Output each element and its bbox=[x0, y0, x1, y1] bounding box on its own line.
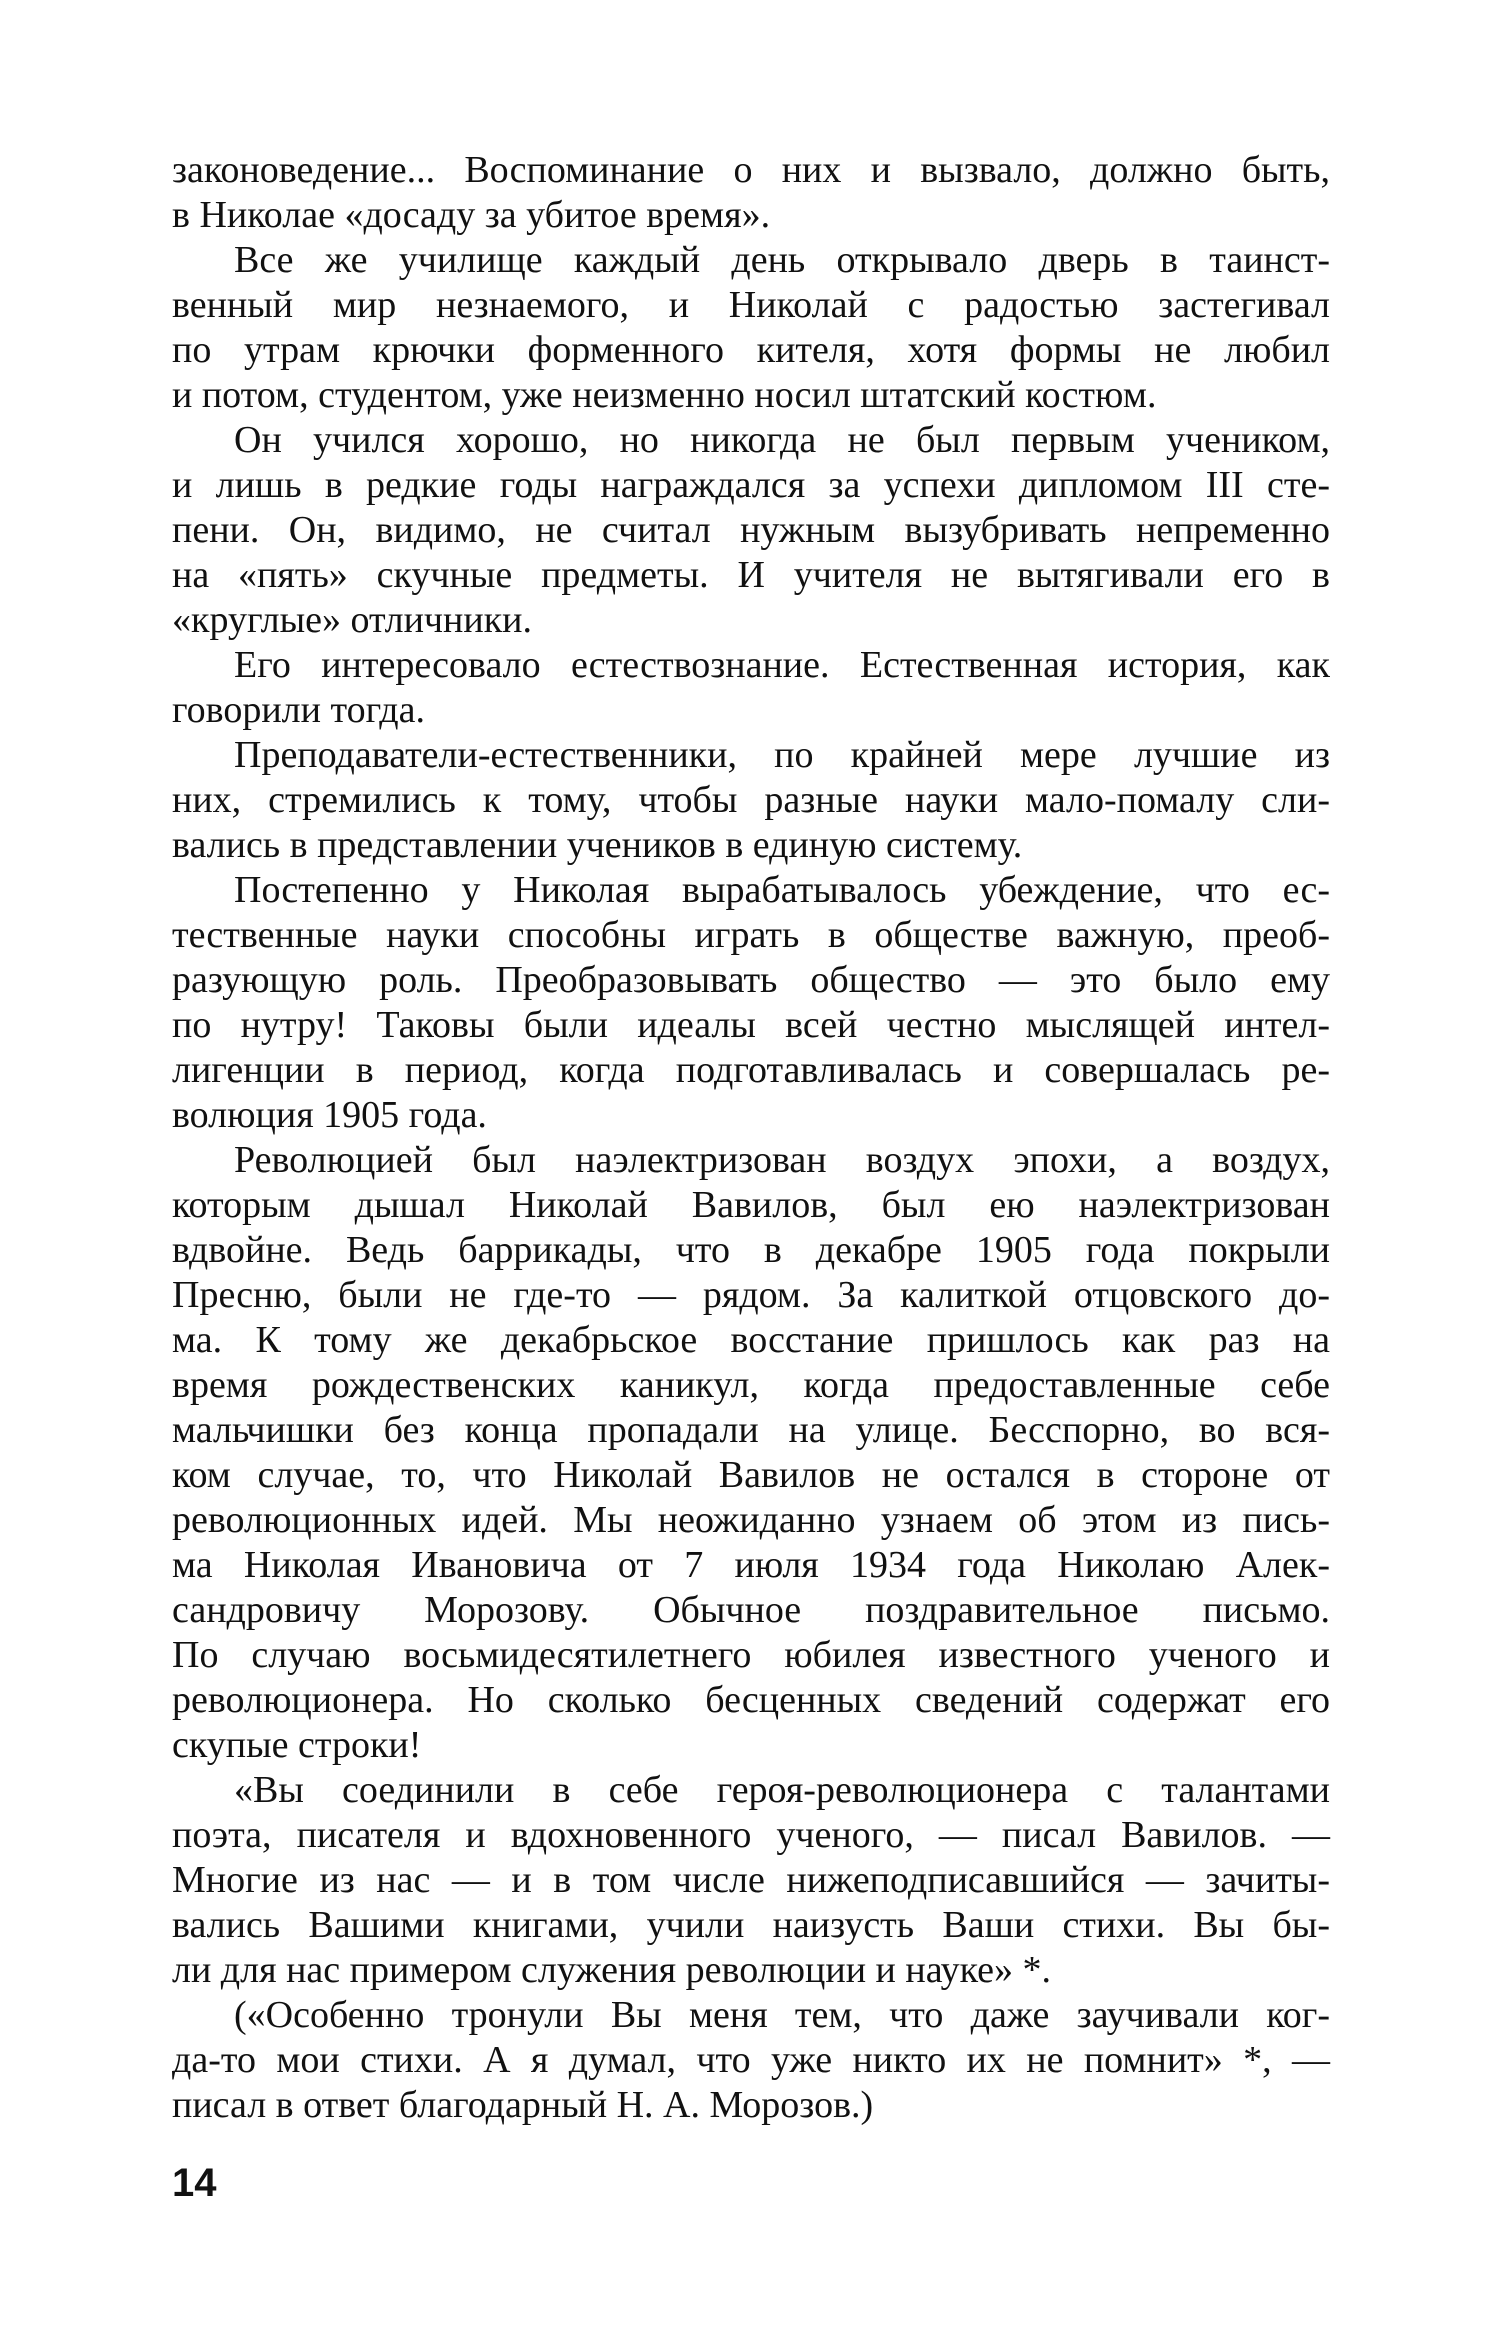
text-line: революционера. Но сколько бесценных сведений содержат его bbox=[172, 1679, 1330, 1721]
text-line: ли для нас примером служения революции и науке» *. bbox=[172, 1949, 1052, 1991]
text-line: ма. К тому же декабрьское восстание пришлось как раз на bbox=[172, 1319, 1330, 1361]
page-number: 14 bbox=[172, 2161, 217, 2205]
text-line: Преподаватели-естественники, по крайней мере лучшие из bbox=[234, 734, 1330, 776]
text-line: Постепенно у Николая вырабатывалось убеждение, что ес- bbox=[234, 869, 1330, 911]
body-text bbox=[172, 148, 1330, 2128]
text-line: Революцией был наэлектризован воздух эпохи, а воздух, bbox=[234, 1139, 1330, 1181]
text-line: Его интересовало естествознание. Естественная история, как bbox=[234, 644, 1330, 686]
text-line: Он учился хорошо, но никогда не был первым учеником, bbox=[234, 419, 1330, 461]
text-line: тественные науки способны играть в обществе важную, преоб- bbox=[172, 914, 1330, 956]
text-line: мальчишки без конца пропадали на улице. Бесспорно, во вся- bbox=[172, 1409, 1330, 1451]
text-line: ма Николая Ивановича от 7 июля 1934 года Николаю Алек- bbox=[172, 1544, 1330, 1586]
text-line: законоведение... Воспоминание о них и вызвало, должно быть, bbox=[172, 149, 1330, 191]
text-line: говорили тогда. bbox=[172, 689, 425, 731]
text-line: да-то мои стихи. А я думал, что уже никто их не помнит» *, — bbox=[172, 2039, 1330, 2081]
text-line: по нутру! Таковы были идеалы всей честно мыслящей интел- bbox=[172, 1004, 1330, 1046]
text-line: скупые строки! bbox=[172, 1724, 422, 1766]
text-line: сандровичу Морозову. Обычное поздравительное письмо. bbox=[172, 1589, 1330, 1631]
text-line: ком случае, то, что Николай Вавилов не остался в стороне от bbox=[172, 1454, 1330, 1496]
text-line: вались Вашими книгами, учили наизусть Ваши стихи. Вы бы- bbox=[172, 1904, 1330, 1946]
text-line: венный мир незнаемого, и Николай с радостью застегивал bbox=[172, 284, 1330, 326]
text-line: Многие из нас — и в том числе нижеподписавшийся — зачиты- bbox=[172, 1859, 1330, 1901]
text-line: пени. Он, видимо, не считал нужным вызубривать непременно bbox=[172, 509, 1330, 551]
text-line: которым дышал Николай Вавилов, был ею наэлектризован bbox=[172, 1184, 1330, 1226]
text-line: писал в ответ благодарный Н. А. Морозов.) bbox=[172, 2084, 874, 2126]
text-line: «круглые» отличники. bbox=[172, 599, 533, 641]
text-line: революционных идей. Мы неожиданно узнаем об этом из пись- bbox=[172, 1499, 1330, 1541]
text-line: них, стремились к тому, чтобы разные науки мало-помалу сли- bbox=[172, 779, 1330, 821]
text-line: время рождественских каникул, когда предоставленные себе bbox=[172, 1364, 1330, 1406]
text-line: вались в представлении учеников в единую систему. bbox=[172, 824, 1023, 866]
text-line: «Вы соединили в себе героя-революционера с талантами bbox=[234, 1769, 1330, 1811]
text-line: и лишь в редкие годы награждался за успехи дипломом III сте- bbox=[172, 464, 1330, 506]
text-line: разующую роль. Преобразовывать общество — это было ему bbox=[172, 959, 1330, 1001]
text-line: («Особенно тронули Вы меня тем, что даже заучивали ког- bbox=[234, 1994, 1330, 2036]
text-line: по утрам крючки форменного кителя, хотя формы не любил bbox=[172, 329, 1330, 371]
text-line: вдвойне. Ведь баррикады, что в декабре 1905 года покрыли bbox=[172, 1229, 1330, 1271]
text-line: Пресню, были не где-то — рядом. За калиткой отцовского до- bbox=[172, 1274, 1330, 1316]
text-line: и потом, студентом, уже неизменно носил штатский костюм. bbox=[172, 374, 1157, 416]
text-line: По случаю восьмидесятилетнего юбилея известного ученого и bbox=[172, 1634, 1330, 1676]
text-line: Все же училище каждый день открывало дверь в таинст- bbox=[234, 239, 1330, 281]
text-line: лигенции в период, когда подготавливалась и совершалась ре- bbox=[172, 1049, 1330, 1091]
text-line: волюция 1905 года. bbox=[172, 1094, 487, 1136]
text-line: поэта, писателя и вдохновенного ученого, — писал Вавилов. — bbox=[172, 1814, 1330, 1856]
text-line: на «пять» скучные предметы. И учителя не вытягивали его в bbox=[172, 554, 1330, 596]
text-line: в Николае «досаду за убитое время». bbox=[172, 194, 771, 236]
